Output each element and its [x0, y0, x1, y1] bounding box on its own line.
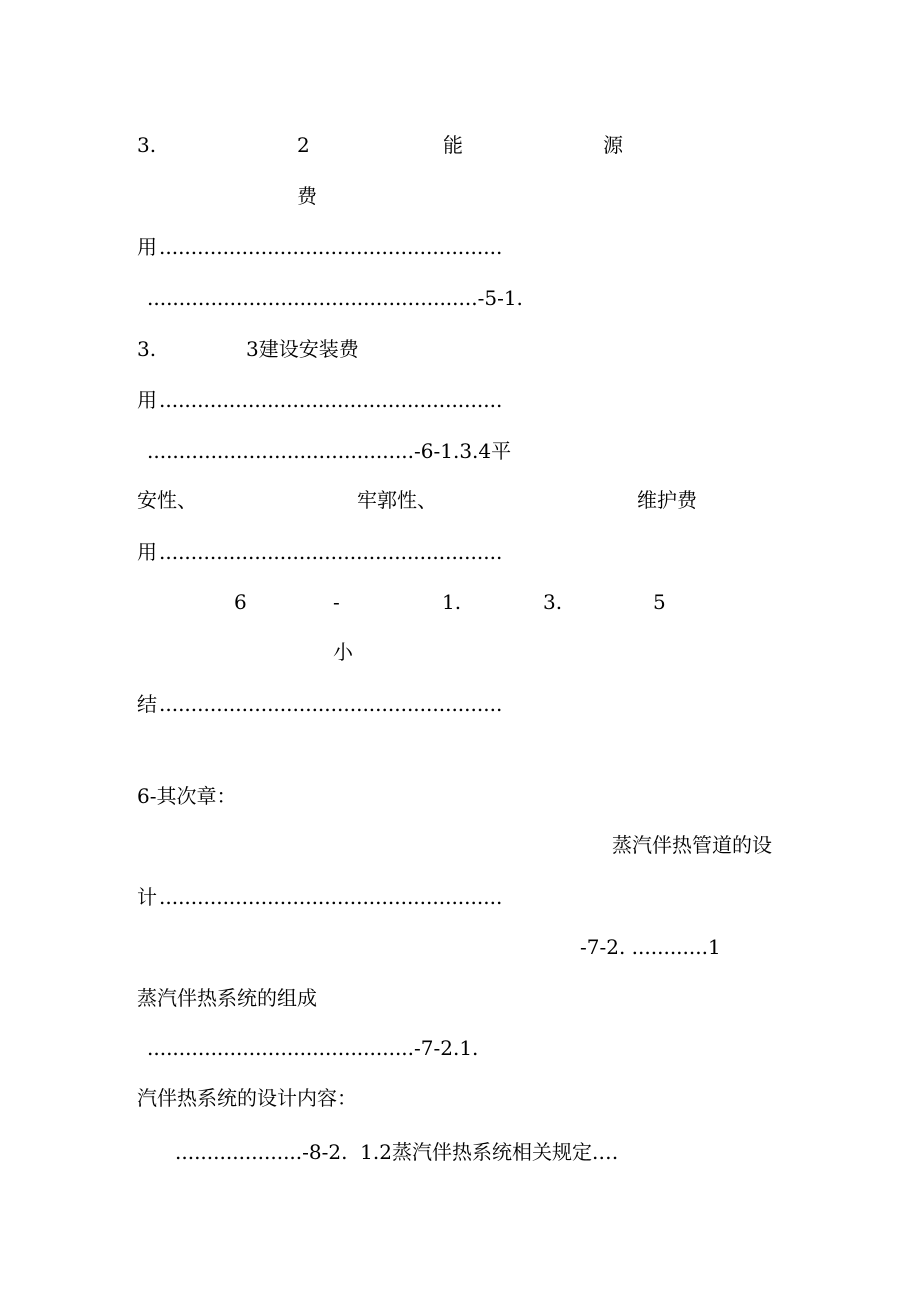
toc-entry-lead-label: 用	[137, 235, 157, 259]
chapter-title: 蒸汽伴热管道的设	[612, 833, 772, 857]
chapter-heading: 6-其次章：	[137, 784, 237, 808]
toc-entry-char: 能	[443, 133, 463, 157]
toc-leader-continuation: ..........................................-7-2.1.	[147, 1036, 479, 1060]
toc-page-fragment: 6	[234, 590, 247, 614]
toc-entry-title: 汽伴热系统的设计内容：	[137, 1086, 357, 1110]
toc-leader-dots: ......................................................	[159, 388, 503, 412]
toc-leader-dots: ......................................................	[159, 885, 503, 909]
toc-leader-dots: ......................................................	[159, 235, 503, 259]
toc-leader-continuation: ....................-8-2. 1.2蒸汽伴热系统相关规定.…	[175, 1140, 619, 1164]
toc-leader-continuation: ....................................................-5-1.	[147, 286, 523, 310]
toc-entry-word: 牢郭性、	[357, 488, 437, 512]
toc-entry-char: 小	[333, 640, 353, 664]
toc-entry-title: 蒸汽伴热系统的组成	[137, 986, 317, 1010]
toc-entry-title: 3建设安装费	[246, 337, 359, 361]
toc-entry-lead-label: 结	[137, 692, 157, 716]
toc-page-fragment: 3.	[543, 590, 563, 614]
toc-entry-char: 源	[603, 133, 623, 157]
toc-leader-dots: ......................................................	[159, 692, 503, 716]
toc-page-fragment: 5	[653, 590, 666, 614]
toc-leader-continuation: ..........................................-6-1.3.4平	[147, 439, 512, 463]
toc-leader-continuation: -7-2. ............1	[580, 935, 721, 959]
toc-entry-lead-label: 用	[137, 540, 157, 564]
toc-entry-number: 3.	[137, 337, 157, 361]
toc-page-fragment: 1.	[442, 590, 462, 614]
toc-entry-word: 安性、	[137, 488, 197, 512]
toc-entry-word: 维护费	[637, 488, 697, 512]
toc-page-fragment: -	[333, 590, 340, 614]
toc-entry-lead-label: 计	[137, 885, 157, 909]
toc-entry-lead-label: 用	[137, 388, 157, 412]
toc-entry-number: 3.	[137, 133, 157, 157]
toc-entry-subnumber: 2	[297, 133, 310, 157]
toc-leader-dots: ......................................................	[159, 540, 503, 564]
toc-entry-char: 费	[297, 184, 317, 208]
